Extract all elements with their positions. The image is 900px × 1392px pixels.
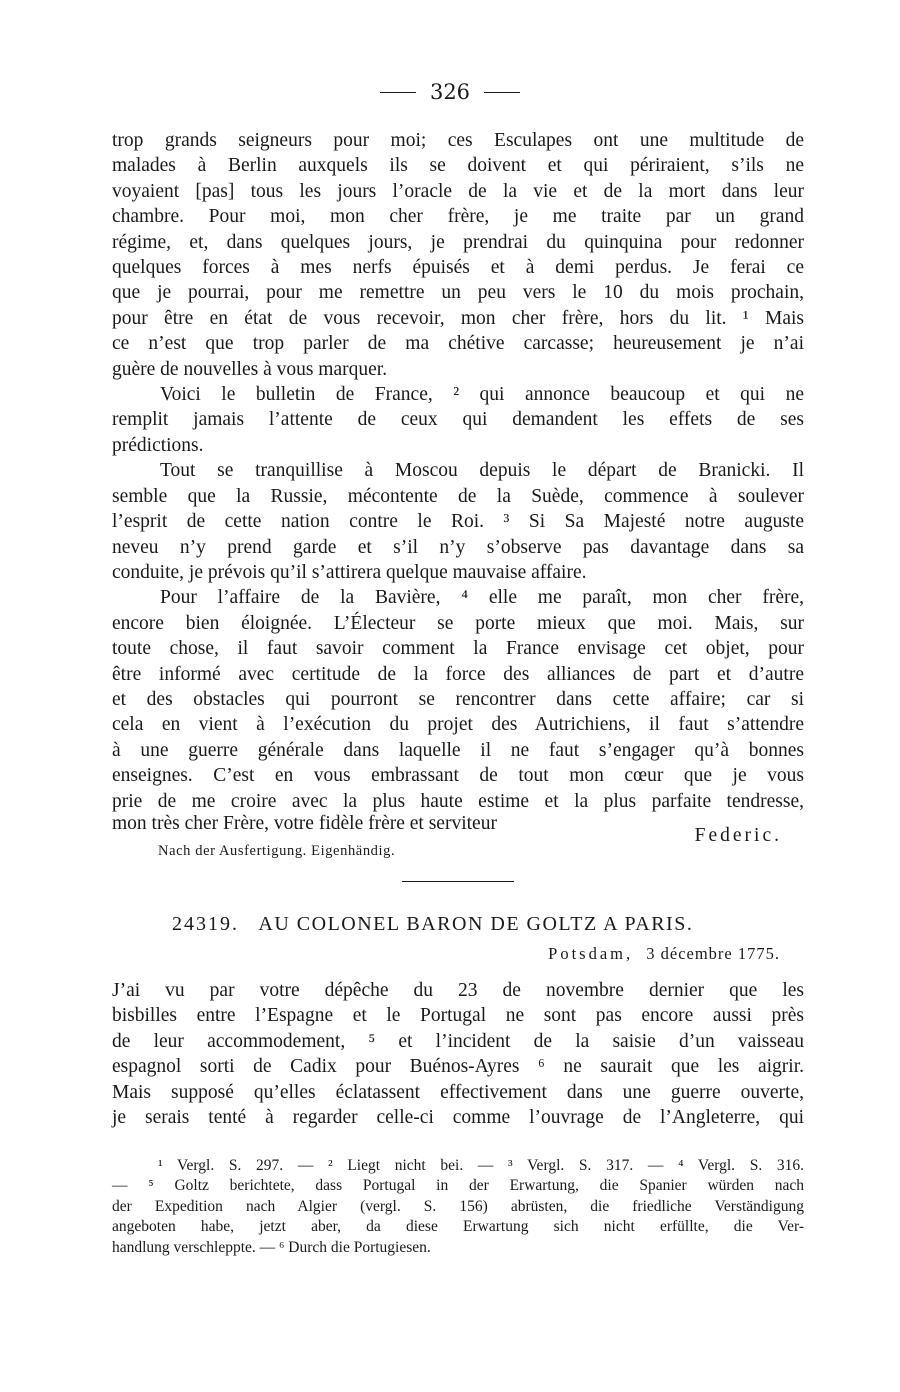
header-rule-left [380,92,416,93]
footnote-line: — ⁵ Goltz berichtete, dass Portugal in der Erwartung, die Spanier würden nach [112,1177,804,1195]
signature: Federic. [694,825,782,846]
page-number: 326 [429,80,471,104]
text-line: Pour l’affaire de la Bavière, ⁴ elle me paraît, mon cher frère, [160,587,804,609]
letter-title: AU COLONEL BARON DE GOLTZ A PARIS. [258,913,694,935]
text-line: régime, et, dans quelques jours, je prendrai du quinquina pour redonner [112,231,804,253]
text-line: l’esprit de cette nation contre le Roi. ³ Si Sa Majesté notre auguste [112,511,804,533]
section-divider [402,881,514,882]
text-line: J’ai vu par votre dépêche du 23 de novembre dernier que les [112,980,804,1001]
text-line: trop grands seigneurs pour moi; ces Esculapes ont une multitude de [112,130,804,151]
text-line: Voici le bulletin de France, ² qui annonce beaucoup et qui ne [160,384,804,406]
text-line: remplit jamais l’attente de ceux qui demandent les effets de ses [112,409,804,431]
valediction: mon très cher Frère, votre fidèle frère et serviteur [112,813,497,834]
text-line: quelques forces à mes nerfs épuisés et à demi perdus. Je ferai ce [112,257,804,279]
text-line: semble que la Russie, mécontente de la Suède, commence à soulever [112,485,804,507]
text-line: espagnol sorti de Cadix pour Buénos-Ayres ⁶ ne saurait que les aigrir. [112,1056,804,1078]
letter-body [112,978,804,1130]
text-line: être informé avec certitude de la force des alliances de part et d’autre [112,663,804,685]
footnotes [112,1156,804,1258]
letter-dateline [548,944,780,964]
text-line: neveu n’y prend garde et s’il n’y s’observe pas davantage dans sa [112,536,804,558]
text-line: pour être en état de vous recevoir, mon cher frère, hors du lit. ¹ Mais [112,307,804,329]
text-line: je serais tenté à regarder celle-ci comme l’ouvrage de l’Angleterre, qui [112,1107,804,1129]
text-line: à une guerre générale dans laquelle il ne faut s’engager qu’à bonnes [112,739,804,761]
text-line: bisbilles entre l’Espagne et le Portugal ne sont pas encore aussi près [112,1005,804,1027]
text-line: guère de nouvelles à vous marquer. [112,358,388,380]
text-line: toute chose, il faut savoir comment la France envisage cet objet, pour [112,638,804,660]
text-line: enseignes. C’est en vous embrassant de tout mon cœur que je vous [112,765,804,787]
text-line: conduite, je prévois qu’il s’attirera quelque mauvaise affaire. [112,561,587,583]
text-line: prédictions. [112,434,204,456]
text-line: malades à Berlin auxquels ils se doivent et qui périraient, s’ils ne [112,155,804,177]
text-line: encore bien éloignée. L’Électeur se porte mieux que moi. Mais, sur [112,612,804,634]
text-line: Mais supposé qu’elles éclatassent effectivement dans une guerre ouverte, [112,1081,804,1103]
source-note: Nach der Ausfertigung. Eigenhändig. [158,843,396,859]
footnote-line: handlung verschleppte. — ⁶ Durch die Portugiesen. [112,1238,431,1256]
text-line: ce n’est que trop parler de ma chétive carcasse; heureusement je n’ai [112,333,804,355]
text-line: Tout se tranquillise à Moscou depuis le départ de Branicki. Il [160,460,804,482]
text-line: de leur accommodement, ⁵ et l’incident de la saisie d’un vaisseau [112,1030,804,1052]
paragraph-continued [112,128,804,814]
footnote-line: ¹ Vergl. S. 297. — ² Liegt nicht bei. — ³ Vergl. S. 317. — ⁴ Vergl. S. 316. [158,1157,804,1174]
letter-heading [172,913,693,936]
text-line: cela en vient à l’exécution du projet des Autrichiens, il faut s’attendre [112,714,804,736]
page-header [0,80,900,104]
footnote-line: der Expedition nach Algier (vergl. S. 156) abrüsten, die friedliche Verständigung [112,1197,804,1215]
text-line: et des obstacles qui pourront se rencontrer dans cette affaire; car si [112,688,804,710]
closing-row [112,813,804,846]
text-line: voyaient [pas] tous les jours l’oracle de la vie et de la mort dans leur [112,180,804,202]
text-line: que je pourrai, pour me remettre un peu vers le 10 du mois prochain, [112,282,804,304]
header-rule-right [484,92,520,93]
text-line: chambre. Pour moi, mon cher frère, je me traite par un grand [112,206,804,228]
letter-place: Potsdam, [548,944,634,963]
footnote-line: angeboten habe, jetzt aber, da diese Erwartung sich nicht erfüllte, die Ver- [112,1218,804,1236]
letter-number: 24319. [172,913,239,935]
letter-date: 3 décembre 1775. [646,944,780,963]
text-line: prie de me croire avec la plus haute estime et la plus parfaite tendresse, [112,790,804,812]
